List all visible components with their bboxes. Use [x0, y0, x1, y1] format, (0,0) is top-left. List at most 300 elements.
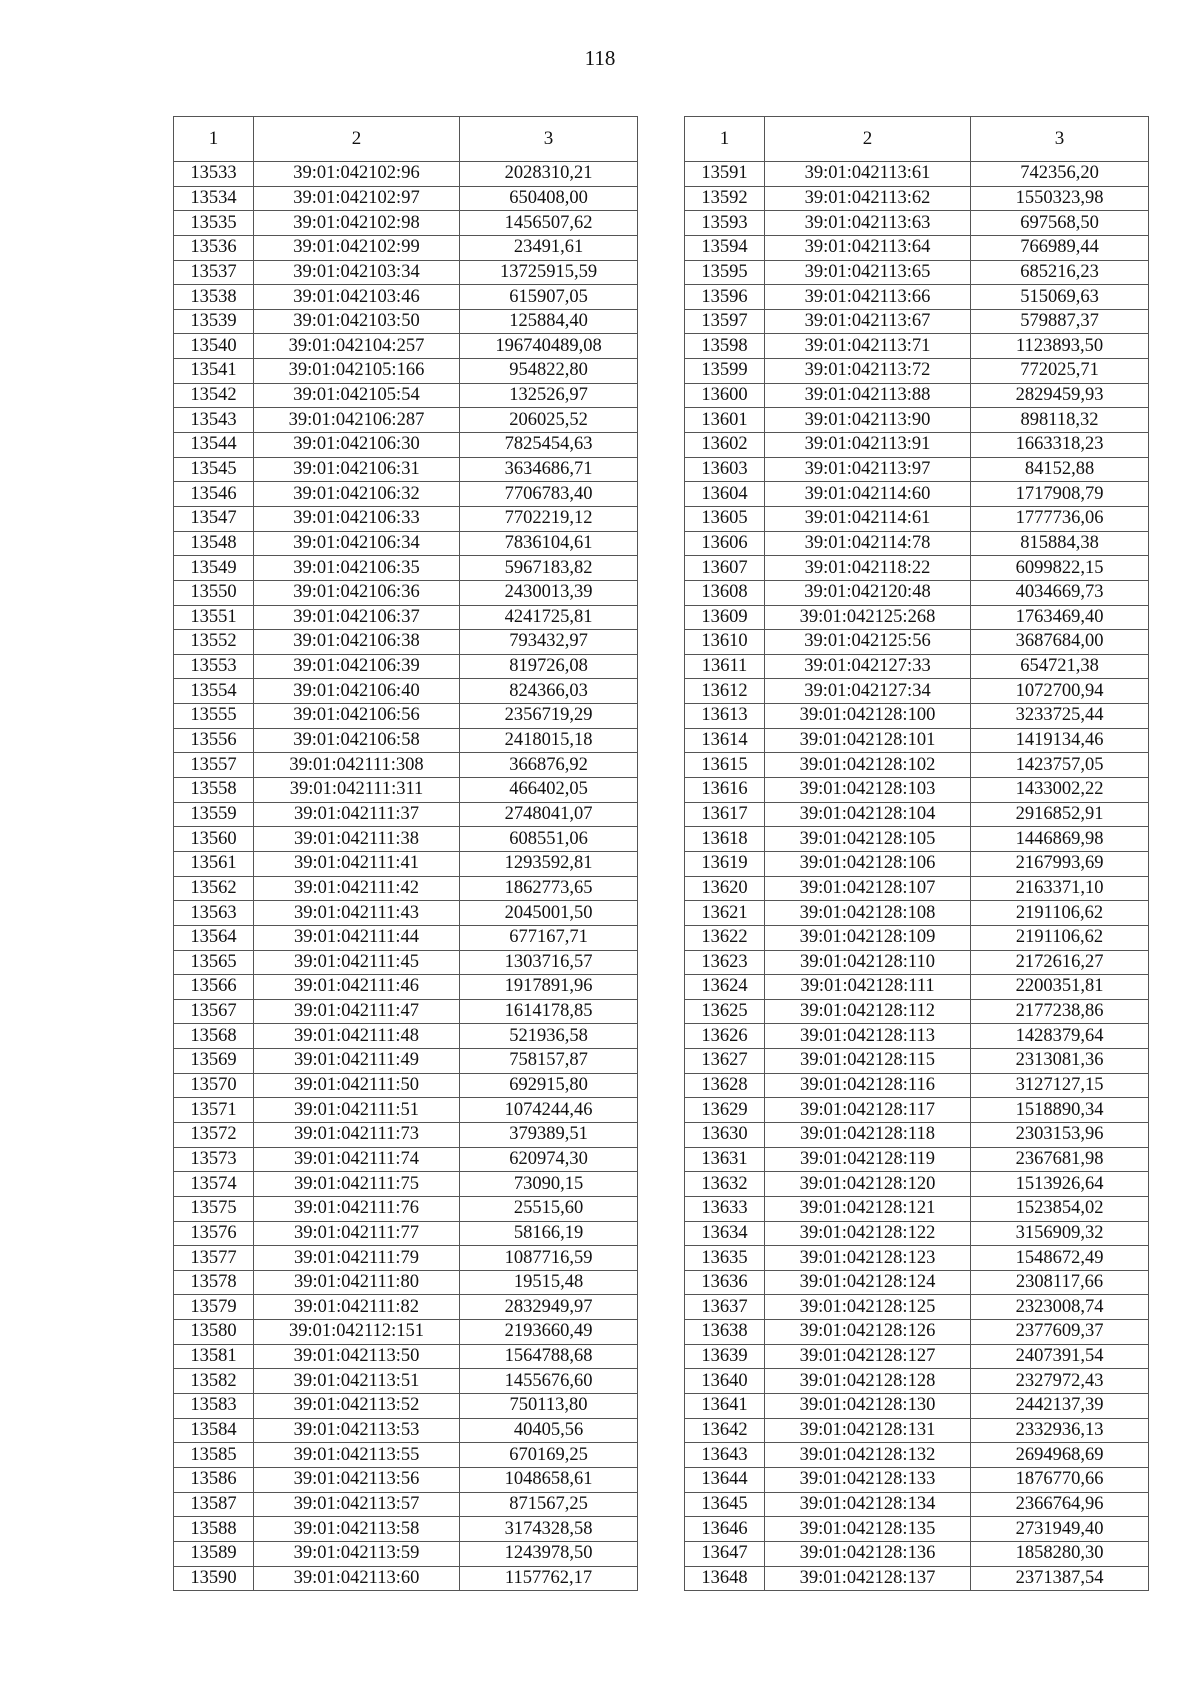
cadastral-number-cell: 39:01:042111:46: [254, 975, 460, 1000]
table-row: [174, 1147, 638, 1172]
value-cell: 1048658,61: [460, 1467, 638, 1492]
row-number-cell: 13631: [685, 1147, 765, 1172]
right-table-body: [685, 162, 1149, 1591]
table-row: [174, 433, 638, 458]
cadastral-number-cell: 39:01:042113:60: [254, 1566, 460, 1591]
cadastral-number-cell: 39:01:042128:104: [765, 802, 971, 827]
row-number-cell: 13632: [685, 1172, 765, 1197]
table-row: [174, 531, 638, 556]
table-row: [685, 1369, 1149, 1394]
cadastral-number-cell: 39:01:042128:119: [765, 1147, 971, 1172]
value-cell: 2418015,18: [460, 728, 638, 753]
cadastral-number-cell: 39:01:042106:32: [254, 482, 460, 507]
cadastral-number-cell: 39:01:042128:107: [765, 876, 971, 901]
value-cell: 1433002,22: [971, 778, 1149, 803]
value-cell: 2442137,39: [971, 1394, 1149, 1419]
cadastral-number-cell: 39:01:042111:311: [254, 778, 460, 803]
table-row: [685, 654, 1149, 679]
cadastral-number-cell: 39:01:042114:60: [765, 482, 971, 507]
table-row: [174, 679, 638, 704]
row-number-cell: 13626: [685, 1024, 765, 1049]
table-row: [174, 1418, 638, 1443]
row-number-cell: 13591: [685, 162, 765, 187]
row-number-cell: 13586: [174, 1467, 254, 1492]
value-cell: 2177238,86: [971, 999, 1149, 1024]
row-number-cell: 13535: [174, 211, 254, 236]
table-row: [685, 1492, 1149, 1517]
row-number-cell: 13622: [685, 925, 765, 950]
cadastral-number-cell: 39:01:042120:48: [765, 580, 971, 605]
value-cell: 2407391,54: [971, 1344, 1149, 1369]
value-cell: 1123893,50: [971, 334, 1149, 359]
table-row: [174, 580, 638, 605]
table-row: [685, 876, 1149, 901]
cadastral-number-cell: 39:01:042102:96: [254, 162, 460, 187]
value-cell: 2167993,69: [971, 851, 1149, 876]
value-cell: 1550323,98: [971, 186, 1149, 211]
value-cell: 815884,38: [971, 531, 1149, 556]
row-number-cell: 13578: [174, 1270, 254, 1295]
row-number-cell: 13616: [685, 778, 765, 803]
value-cell: 2323008,74: [971, 1295, 1149, 1320]
cadastral-number-cell: 39:01:042104:257: [254, 334, 460, 359]
row-number-cell: 13571: [174, 1098, 254, 1123]
cadastral-number-cell: 39:01:042113:63: [765, 211, 971, 236]
table-row: [685, 728, 1149, 753]
cadastral-number-cell: 39:01:042111:80: [254, 1270, 460, 1295]
cadastral-number-cell: 39:01:042128:131: [765, 1418, 971, 1443]
row-number-cell: 13568: [174, 1024, 254, 1049]
value-cell: 206025,52: [460, 408, 638, 433]
row-number-cell: 13573: [174, 1147, 254, 1172]
value-cell: 685216,23: [971, 260, 1149, 285]
cadastral-number-cell: 39:01:042128:108: [765, 901, 971, 926]
row-number-cell: 13630: [685, 1122, 765, 1147]
value-cell: 379389,51: [460, 1122, 638, 1147]
value-cell: 2916852,91: [971, 802, 1149, 827]
table-row: [685, 1566, 1149, 1591]
right-data-table: [684, 116, 1149, 1591]
value-cell: 7702219,12: [460, 506, 638, 531]
cadastral-number-cell: 39:01:042106:35: [254, 556, 460, 581]
cadastral-number-cell: 39:01:042106:287: [254, 408, 460, 433]
row-number-cell: 13609: [685, 605, 765, 630]
value-cell: 2045001,50: [460, 901, 638, 926]
row-number-cell: 13635: [685, 1246, 765, 1271]
cadastral-number-cell: 39:01:042103:50: [254, 309, 460, 334]
value-cell: 654721,38: [971, 654, 1149, 679]
cadastral-number-cell: 39:01:042128:123: [765, 1246, 971, 1271]
table-row: [685, 1320, 1149, 1345]
cadastral-number-cell: 39:01:042127:33: [765, 654, 971, 679]
column-header-value: 3: [971, 117, 1149, 162]
cadastral-number-cell: 39:01:042111:44: [254, 925, 460, 950]
value-cell: 1763469,40: [971, 605, 1149, 630]
table-row: [685, 778, 1149, 803]
row-number-cell: 13644: [685, 1467, 765, 1492]
row-number-cell: 13567: [174, 999, 254, 1024]
table-row: [174, 408, 638, 433]
value-cell: 2832949,97: [460, 1295, 638, 1320]
row-number-cell: 13621: [685, 901, 765, 926]
value-cell: 2191106,62: [971, 901, 1149, 926]
table-row: [174, 1369, 638, 1394]
table-row: [685, 1418, 1149, 1443]
table-row: [685, 950, 1149, 975]
row-number-cell: 13570: [174, 1073, 254, 1098]
cadastral-number-cell: 39:01:042113:57: [254, 1492, 460, 1517]
cadastral-number-cell: 39:01:042111:308: [254, 753, 460, 778]
cadastral-number-cell: 39:01:042111:45: [254, 950, 460, 975]
cadastral-number-cell: 39:01:042128:121: [765, 1196, 971, 1221]
table-row: [174, 901, 638, 926]
cadastral-number-cell: 39:01:042105:54: [254, 383, 460, 408]
value-cell: 1243978,50: [460, 1541, 638, 1566]
table-row: [685, 1049, 1149, 1074]
value-cell: 3634686,71: [460, 457, 638, 482]
value-cell: 871567,25: [460, 1492, 638, 1517]
value-cell: 742356,20: [971, 162, 1149, 187]
row-number-cell: 13555: [174, 704, 254, 729]
column-header-value: 3: [460, 117, 638, 162]
cadastral-number-cell: 39:01:042106:40: [254, 679, 460, 704]
table-row: [685, 186, 1149, 211]
row-number-cell: 13647: [685, 1541, 765, 1566]
row-number-cell: 13551: [174, 605, 254, 630]
value-cell: 7836104,61: [460, 531, 638, 556]
value-cell: 73090,15: [460, 1172, 638, 1197]
table-row: [685, 531, 1149, 556]
cadastral-number-cell: 39:01:042113:56: [254, 1467, 460, 1492]
value-cell: 3174328,58: [460, 1517, 638, 1542]
cadastral-number-cell: 39:01:042128:135: [765, 1517, 971, 1542]
value-cell: 750113,80: [460, 1394, 638, 1419]
row-number-cell: 13574: [174, 1172, 254, 1197]
table-row: [174, 753, 638, 778]
value-cell: 2303153,96: [971, 1122, 1149, 1147]
value-cell: 521936,58: [460, 1024, 638, 1049]
row-number-cell: 13629: [685, 1098, 765, 1123]
cadastral-number-cell: 39:01:042111:74: [254, 1147, 460, 1172]
cadastral-number-cell: 39:01:042113:97: [765, 457, 971, 482]
row-number-cell: 13613: [685, 704, 765, 729]
value-cell: 1917891,96: [460, 975, 638, 1000]
row-number-cell: 13588: [174, 1517, 254, 1542]
cadastral-number-cell: 39:01:042128:102: [765, 753, 971, 778]
cadastral-number-cell: 39:01:042118:22: [765, 556, 971, 581]
row-number-cell: 13642: [685, 1418, 765, 1443]
row-number-cell: 13576: [174, 1221, 254, 1246]
cadastral-number-cell: 39:01:042125:268: [765, 605, 971, 630]
table-row: [174, 260, 638, 285]
row-number-cell: 13556: [174, 728, 254, 753]
row-number-cell: 13602: [685, 433, 765, 458]
table-row: [685, 753, 1149, 778]
value-cell: 1293592,81: [460, 851, 638, 876]
value-cell: 824366,03: [460, 679, 638, 704]
value-cell: 2356719,29: [460, 704, 638, 729]
table-row: [174, 728, 638, 753]
row-number-cell: 13557: [174, 753, 254, 778]
row-number-cell: 13596: [685, 285, 765, 310]
table-row: [685, 1344, 1149, 1369]
value-cell: 766989,44: [971, 235, 1149, 260]
value-cell: 1876770,66: [971, 1467, 1149, 1492]
table-row: [685, 999, 1149, 1024]
value-cell: 579887,37: [971, 309, 1149, 334]
row-number-cell: 13585: [174, 1443, 254, 1468]
row-number-cell: 13534: [174, 186, 254, 211]
row-number-cell: 13639: [685, 1344, 765, 1369]
value-cell: 2731949,40: [971, 1517, 1149, 1542]
cadastral-number-cell: 39:01:042128:101: [765, 728, 971, 753]
table-row: [685, 383, 1149, 408]
value-cell: 1072700,94: [971, 679, 1149, 704]
row-number-cell: 13577: [174, 1246, 254, 1271]
table-row: [174, 1073, 638, 1098]
row-number-cell: 13544: [174, 433, 254, 458]
row-number-cell: 13547: [174, 506, 254, 531]
value-cell: 1523854,02: [971, 1196, 1149, 1221]
table-row: [685, 1122, 1149, 1147]
table-row: [685, 433, 1149, 458]
value-cell: 6099822,15: [971, 556, 1149, 581]
cadastral-number-cell: 39:01:042128:136: [765, 1541, 971, 1566]
value-cell: 697568,50: [971, 211, 1149, 236]
value-cell: 1858280,30: [971, 1541, 1149, 1566]
row-number-cell: 13584: [174, 1418, 254, 1443]
cadastral-number-cell: 39:01:042128:117: [765, 1098, 971, 1123]
cadastral-number-cell: 39:01:042128:110: [765, 950, 971, 975]
cadastral-number-cell: 39:01:042112:151: [254, 1320, 460, 1345]
value-cell: 1074244,46: [460, 1098, 638, 1123]
value-cell: 132526,97: [460, 383, 638, 408]
table-row: [685, 235, 1149, 260]
table-row: [174, 605, 638, 630]
row-number-cell: 13589: [174, 1541, 254, 1566]
row-number-cell: 13637: [685, 1295, 765, 1320]
table-row: [685, 260, 1149, 285]
table-row: [685, 975, 1149, 1000]
row-number-cell: 13615: [685, 753, 765, 778]
cadastral-number-cell: 39:01:042106:31: [254, 457, 460, 482]
value-cell: 23491,61: [460, 235, 638, 260]
cadastral-number-cell: 39:01:042128:127: [765, 1344, 971, 1369]
cadastral-number-cell: 39:01:042105:166: [254, 359, 460, 384]
table-row: [685, 1098, 1149, 1123]
cadastral-number-cell: 39:01:042111:77: [254, 1221, 460, 1246]
row-number-cell: 13560: [174, 827, 254, 852]
row-number-cell: 13546: [174, 482, 254, 507]
value-cell: 2163371,10: [971, 876, 1149, 901]
cadastral-number-cell: 39:01:042113:65: [765, 260, 971, 285]
table-row: [685, 580, 1149, 605]
cadastral-number-cell: 39:01:042128:134: [765, 1492, 971, 1517]
cadastral-number-cell: 39:01:042113:61: [765, 162, 971, 187]
cadastral-number-cell: 39:01:042128:122: [765, 1221, 971, 1246]
table-row: [174, 334, 638, 359]
value-cell: 2313081,36: [971, 1049, 1149, 1074]
cadastral-number-cell: 39:01:042111:50: [254, 1073, 460, 1098]
row-number-cell: 13604: [685, 482, 765, 507]
cadastral-number-cell: 39:01:042102:99: [254, 235, 460, 260]
value-cell: 1087716,59: [460, 1246, 638, 1271]
table-row: [174, 1122, 638, 1147]
cadastral-number-cell: 39:01:042111:48: [254, 1024, 460, 1049]
value-cell: 677167,71: [460, 925, 638, 950]
table-row: [174, 285, 638, 310]
value-cell: 7706783,40: [460, 482, 638, 507]
table-row: [174, 1394, 638, 1419]
table-row: [174, 1049, 638, 1074]
row-number-cell: 13561: [174, 851, 254, 876]
cadastral-number-cell: 39:01:042128:130: [765, 1394, 971, 1419]
table-row: [174, 1172, 638, 1197]
table-row: [174, 1246, 638, 1271]
row-number-cell: 13583: [174, 1394, 254, 1419]
row-number-cell: 13553: [174, 654, 254, 679]
row-number-cell: 13575: [174, 1196, 254, 1221]
value-cell: 25515,60: [460, 1196, 638, 1221]
row-number-cell: 13641: [685, 1394, 765, 1419]
value-cell: 954822,80: [460, 359, 638, 384]
value-cell: 2332936,13: [971, 1418, 1149, 1443]
column-header-number: 1: [685, 117, 765, 162]
cadastral-number-cell: 39:01:042128:100: [765, 704, 971, 729]
cadastral-number-cell: 39:01:042106:36: [254, 580, 460, 605]
value-cell: 2367681,98: [971, 1147, 1149, 1172]
table-row: [685, 359, 1149, 384]
row-number-cell: 13541: [174, 359, 254, 384]
cadastral-number-cell: 39:01:042113:72: [765, 359, 971, 384]
value-cell: 40405,56: [460, 1418, 638, 1443]
table-row: [685, 1221, 1149, 1246]
row-number-cell: 13595: [685, 260, 765, 285]
value-cell: 898118,32: [971, 408, 1149, 433]
table-row: [174, 235, 638, 260]
cadastral-number-cell: 39:01:042128:111: [765, 975, 971, 1000]
value-cell: 1513926,64: [971, 1172, 1149, 1197]
cadastral-number-cell: 39:01:042128:113: [765, 1024, 971, 1049]
table-row: [685, 1443, 1149, 1468]
cadastral-number-cell: 39:01:042111:41: [254, 851, 460, 876]
table-row: [685, 1246, 1149, 1271]
value-cell: 1456507,62: [460, 211, 638, 236]
table-row: [174, 876, 638, 901]
row-number-cell: 13579: [174, 1295, 254, 1320]
cadastral-number-cell: 39:01:042128:132: [765, 1443, 971, 1468]
table-row: [685, 457, 1149, 482]
row-number-cell: 13539: [174, 309, 254, 334]
value-cell: 1777736,06: [971, 506, 1149, 531]
value-cell: 620974,30: [460, 1147, 638, 1172]
value-cell: 2377609,37: [971, 1320, 1149, 1345]
cadastral-number-cell: 39:01:042103:34: [254, 260, 460, 285]
cadastral-number-cell: 39:01:042113:91: [765, 433, 971, 458]
cadastral-number-cell: 39:01:042102:97: [254, 186, 460, 211]
cadastral-number-cell: 39:01:042111:82: [254, 1295, 460, 1320]
row-number-cell: 13623: [685, 950, 765, 975]
row-number-cell: 13627: [685, 1049, 765, 1074]
cadastral-number-cell: 39:01:042128:124: [765, 1270, 971, 1295]
cadastral-number-cell: 39:01:042111:51: [254, 1098, 460, 1123]
row-number-cell: 13582: [174, 1369, 254, 1394]
table-row: [685, 704, 1149, 729]
table-row: [685, 630, 1149, 655]
cadastral-number-cell: 39:01:042106:39: [254, 654, 460, 679]
value-cell: 466402,05: [460, 778, 638, 803]
cadastral-number-cell: 39:01:042113:50: [254, 1344, 460, 1369]
row-number-cell: 13605: [685, 506, 765, 531]
table-row: [174, 1443, 638, 1468]
table-row: [685, 1196, 1149, 1221]
row-number-cell: 13559: [174, 802, 254, 827]
value-cell: 2028310,21: [460, 162, 638, 187]
row-number-cell: 13538: [174, 285, 254, 310]
value-cell: 13725915,59: [460, 260, 638, 285]
table-row: [174, 359, 638, 384]
table-row: [174, 162, 638, 187]
cadastral-number-cell: 39:01:042106:30: [254, 433, 460, 458]
cadastral-number-cell: 39:01:042113:90: [765, 408, 971, 433]
value-cell: 692915,80: [460, 1073, 638, 1098]
cadastral-number-cell: 39:01:042113:51: [254, 1369, 460, 1394]
cadastral-number-cell: 39:01:042113:71: [765, 334, 971, 359]
value-cell: 1428379,64: [971, 1024, 1149, 1049]
cadastral-number-cell: 39:01:042114:61: [765, 506, 971, 531]
row-number-cell: 13645: [685, 1492, 765, 1517]
cadastral-number-cell: 39:01:042128:128: [765, 1369, 971, 1394]
cadastral-number-cell: 39:01:042111:76: [254, 1196, 460, 1221]
row-number-cell: 13562: [174, 876, 254, 901]
value-cell: 2366764,96: [971, 1492, 1149, 1517]
value-cell: 1518890,34: [971, 1098, 1149, 1123]
value-cell: 2172616,27: [971, 950, 1149, 975]
table-row: [685, 827, 1149, 852]
row-number-cell: 13598: [685, 334, 765, 359]
column-header-cadastral-number: 2: [765, 117, 971, 162]
value-cell: 2829459,93: [971, 383, 1149, 408]
cadastral-number-cell: 39:01:042102:98: [254, 211, 460, 236]
row-number-cell: 13542: [174, 383, 254, 408]
value-cell: 84152,88: [971, 457, 1149, 482]
value-cell: 2694968,69: [971, 1443, 1149, 1468]
table-row: [174, 556, 638, 581]
row-number-cell: 13634: [685, 1221, 765, 1246]
table-row: [174, 1320, 638, 1345]
cadastral-number-cell: 39:01:042113:55: [254, 1443, 460, 1468]
table-row: [174, 1492, 638, 1517]
table-row: [174, 1270, 638, 1295]
row-number-cell: 13536: [174, 235, 254, 260]
table-row: [174, 1541, 638, 1566]
table-row: [685, 1270, 1149, 1295]
left-table-body: [174, 162, 638, 1591]
row-number-cell: 13646: [685, 1517, 765, 1542]
table-row: [174, 1467, 638, 1492]
table-row: [685, 1467, 1149, 1492]
row-number-cell: 13606: [685, 531, 765, 556]
row-number-cell: 13593: [685, 211, 765, 236]
row-number-cell: 13550: [174, 580, 254, 605]
value-cell: 650408,00: [460, 186, 638, 211]
value-cell: 366876,92: [460, 753, 638, 778]
table-header-row: [174, 117, 638, 162]
value-cell: 125884,40: [460, 309, 638, 334]
cadastral-number-cell: 39:01:042114:78: [765, 531, 971, 556]
row-number-cell: 13607: [685, 556, 765, 581]
value-cell: 772025,71: [971, 359, 1149, 384]
